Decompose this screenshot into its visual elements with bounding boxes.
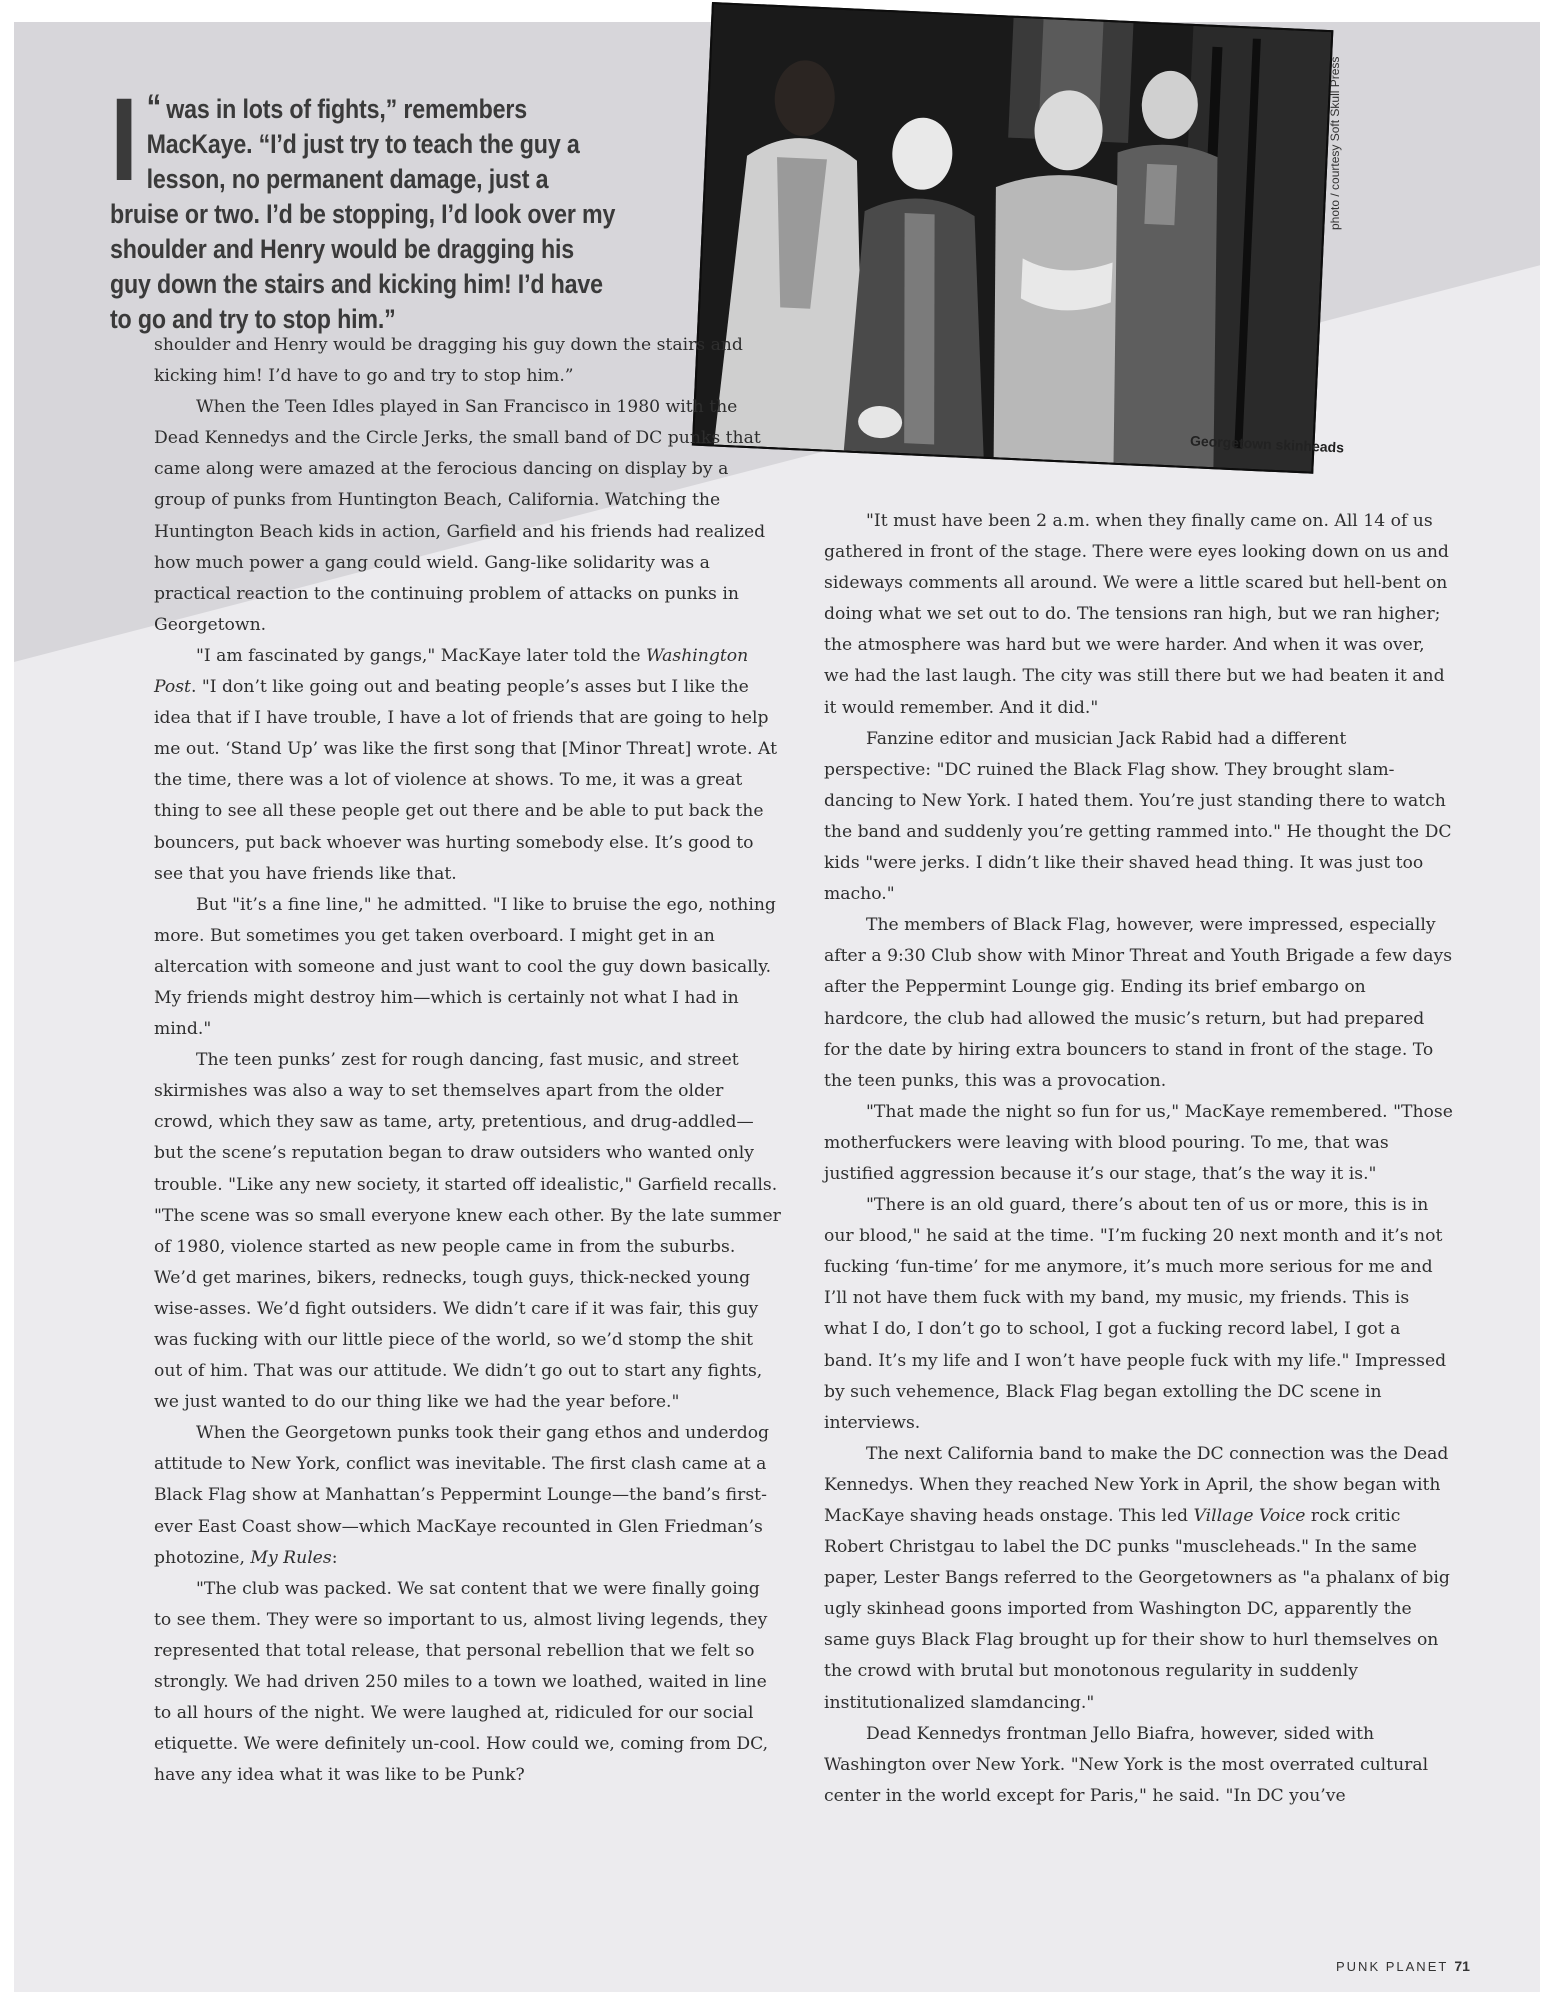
left-paragraph-3-text-b: . "I don’t like going out and beating people’s asses but I like the idea that if I have trouble, I have a lot of friends that are going to help me out. ‘Stand Up’ was like the first song that [Minor Threat] wrote. At the time, there was a lot of violence at shows. To me, it was a great thing to see all these people get out there and be able to put back the bouncers, put back whoever was hurting somebody else. It’s good to see that you have friends like that.: [154, 677, 778, 884]
pull-quote-open-mark: “: [146, 88, 162, 126]
pull-quote-text: was in lots of fights,” remembers MacKaye. “I’d just try to teach the guy a lesson, no permanent damage, just a bruise or two. I’d be stopping, I’d look over my shoulder and Henry would be dragging his guy down the stairs and kicking him! I’d have to go and try to stop him.”: [110, 94, 616, 334]
left-paragraph-1: shoulder and Henry would be dragging his guy down the stairs and kicking him! I’d have to go and try to stop him.”: [154, 335, 743, 387]
page-number: 71: [1454, 1958, 1470, 1974]
my-rules-title: My Rules: [250, 1547, 332, 1568]
right-paragraph-3: The members of Black Flag, however, were impressed, especially after a 9:30 Club show with Minor Threat and Youth Brigade a few days after the Peppermint Lounge gig. Ending its brief embargo on hardcore, the club had allowed the music’s return, but had prepared for the date by hiring extra bouncers to stand in front of the stage. To the teen punks, this was a provocation.: [824, 915, 1453, 1091]
left-paragraph-3: [154, 641, 782, 890]
right-paragraph-6: [824, 1439, 1454, 1719]
left-paragraph-5: The teen punks’ zest for rough dancing, fast music, and street skirmishes was also a way to set themselves apart from the older crowd, which they saw as tame, arty, pretentious, and drug-addled—but the scene’s reputation began to draw outsiders who wanted only trouble. "Like any new society, it started off idealistic," Garfield recalls. "The scene was so small everyone knew each other. By the late summer of 1980, violence started as new people came in from the suburbs. We’d get marines, bikers, rednecks, tough guys, thick-necked young wise-asses. We’d fight outsiders. We didn’t care if it was fair, this guy was fucking with our little piece of the world, so we’d stomp the shit out of him. That was our attitude. We didn’t go out to start any fights, we just wanted to do our thing like we had the year before.": [154, 1050, 781, 1413]
left-paragraph-2: When the Teen Idles played in San Francisco in 1980 with the Dead Kennedys and the Circle Jerks, the small band of DC punks that came along were amazed at the ferocious dancing on display by a group of punks from Huntington Beach, California. Watching the Huntington Beach kids in action, Garfield and his friends had realized how much power a gang could wield. Gang-like solidarity was a practical reaction to the continuing problem of attacks on punks in Georgetown.: [154, 397, 766, 635]
left-paragraph-6-text-b: :: [331, 1547, 338, 1568]
right-column: [824, 506, 1454, 1812]
right-paragraph-6-text-a: The next California band to make the DC connection was the Dead Kennedys. When they reached New York in April, the show began with MacKaye shaving heads onstage. This led: [824, 1443, 1449, 1526]
right-paragraph-2: Fanzine editor and musician Jack Rabid had a different perspective: "DC ruined the Black Flag show. They brought slam-dancing to New York. I hated them. You’re just standing there to watch the band and suddenly you’re getting rammed into." He thought the DC kids "were jerks. I didn’t like their shaved head thing. It was just too macho.": [824, 728, 1452, 905]
photo-credit: photo / courtesy Soft Skull Press: [1328, 56, 1342, 230]
left-paragraph-4: But "it’s a fine line," he admitted. "I like to bruise the ego, nothing more. But sometimes you get taken overboard. I might get in an altercation with someone and just want to cool the guy down basically. My friends might destroy him—which is certainly not what I had in mind.": [154, 894, 776, 1040]
pull-quote: [110, 74, 617, 337]
georgetown-skinheads-photo: [692, 2, 1334, 474]
pull-quote-drop-letter: I: [110, 74, 139, 206]
right-paragraph-1: "It must have been 2 a.m. when they finally came on. All 14 of us gathered in front of the stage. There were eyes looking down on us and sideways comments all around. We were a little scared but hell-bent on doing what we set out to do. The tensions ran high, but we ran higher; the atmosphere was hard but we were harder. And when it was over, we had the last laugh. The city was still there but we had beaten it and it would remember. And it did.": [824, 511, 1449, 718]
right-paragraph-7: Dead Kennedys frontman Jello Biafra, however, sided with Washington over New York. "New York is the most overrated cultural center in the world except for Paris," he said. "In DC you’ve: [824, 1723, 1429, 1806]
magazine-name: PUNK PLANET: [1336, 1959, 1449, 1974]
photo-caption: Georgetown skinheads: [1189, 432, 1345, 456]
right-paragraph-4: "That made the night so fun for us," MacKaye remembered. "Those motherfuckers were leaving with blood pouring. To me, that was justified aggression because it’s our stage, that’s the way it is.": [824, 1101, 1453, 1184]
left-column: [154, 330, 782, 1791]
page-footer: [1336, 1958, 1470, 1974]
right-paragraph-5: "There is an old guard, there’s about ten of us or more, this is in our blood," he said at the time. "I’m fucking 20 next month and it’s not fucking ‘fun-time’ for me anymore, it’s much more serious for me and I’ll not have them fuck with my band, my music, my friends. This is what I do, I don’t go to school, I got a fucking record label, I got a band. It’s my life and I won’t have people fuck with my life." Impressed by such vehemence, Black Flag began extolling the DC scene in interviews.: [824, 1195, 1447, 1433]
right-paragraph-6-text-b: rock critic Robert Christgau to label the DC punks "muscleheads." In the same paper, Lester Bangs referred to the Georgetowners as "a phalanx of big ugly skinhead goons imported from Washington DC, apparently the same guys Black Flag brought up for their show to hurl themselves on the crowd with brutal but monotonous regularity in suddenly institutionalized slamdancing.": [824, 1506, 1450, 1713]
photo-illustration: [694, 4, 1331, 472]
left-paragraph-3-text-a: "I am fascinated by gangs," MacKaye later told the: [196, 645, 646, 666]
left-paragraph-6: [154, 1418, 782, 1573]
village-voice-title: Village Voice: [1193, 1506, 1306, 1526]
washington-post-title: Washington Post: [154, 645, 749, 698]
left-paragraph-6-text-a: When the Georgetown punks took their gang ethos and underdog attitude to New York, conflict was inevitable. The first clash came at a Black Flag show at Manhattan’s Peppermint Lounge—the band’s first-ever East Coast show—which MacKaye recounted in Glen Friedman’s photozine,: [154, 1423, 770, 1568]
left-paragraph-7: "The club was packed. We sat content that we were finally going to see them. They were so important to us, almost living legends, they represented that total release, that personal rebellion that we felt so strongly. We had driven 250 miles to a town we loathed, waited in line to all hours of the night. We were laughed at, ridiculed for our social etiquette. We were definitely un-cool. How could we, coming from DC, have any idea what it was like to be Punk?: [154, 1578, 769, 1786]
